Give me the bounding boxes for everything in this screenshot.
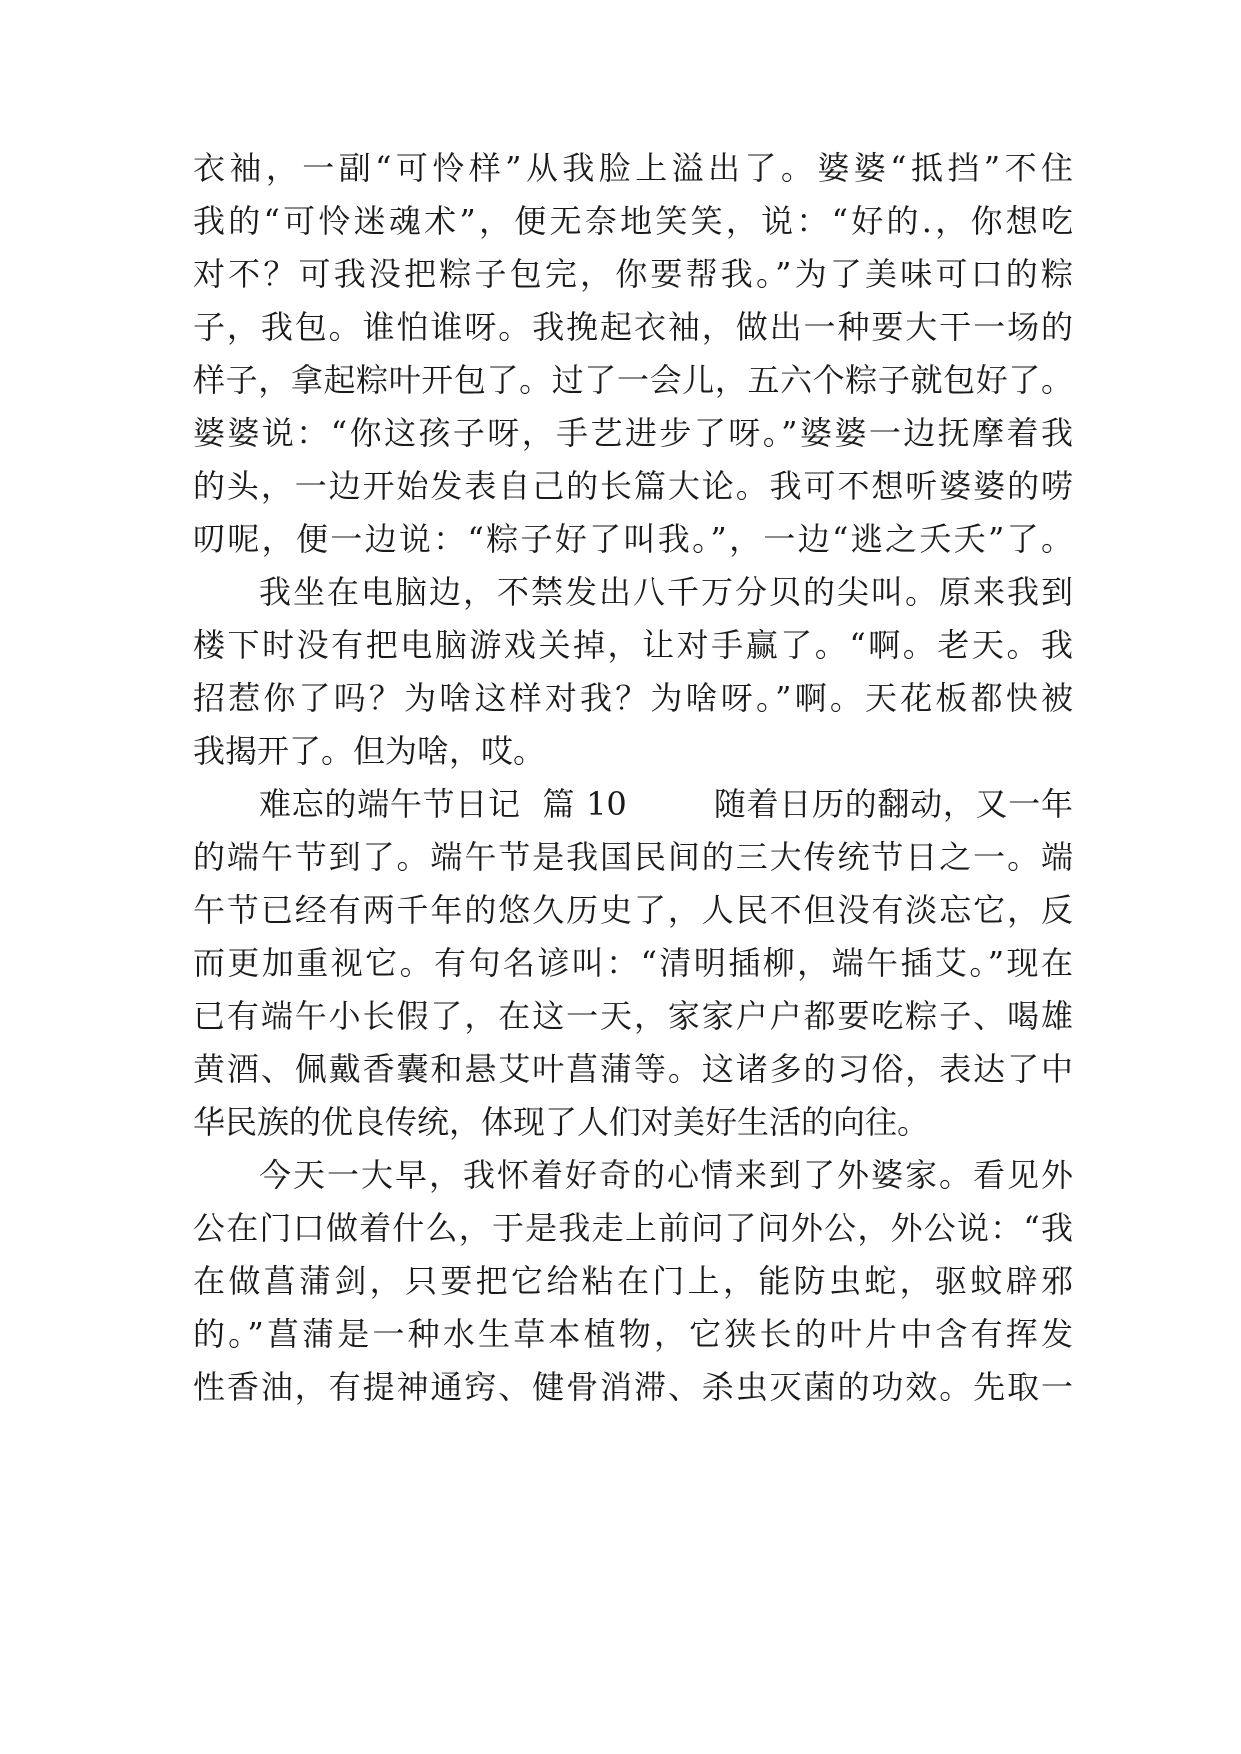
text-line: 公在门口做着什么，于是我走上前问了问外公，外公说：“我 xyxy=(193,1209,1073,1247)
text-line: 我的“可怜迷魂术”，便无奈地笑笑，说：“好的.，你想吃 xyxy=(193,202,1073,240)
text-line: 招惹你了吗？为啥这样对我？为啥呀。”啊。天花板都快被 xyxy=(193,679,1073,717)
text-line: 婆婆说：“你这孩子呀，手艺进步了呀。”婆婆一边抚摩着我 xyxy=(193,414,1073,452)
text-line: 已有端午小长假了，在这一天，家家户户都要吃粽子、喝雄 xyxy=(193,997,1073,1035)
text-line: 楼下时没有把电脑游戏关掉，让对手赢了。“啊。老天。我 xyxy=(193,626,1073,664)
text-line: 午节已经有两千年的悠久历史了，人民不但没有淡忘它，反 xyxy=(193,891,1073,929)
text-line: 的端午节到了。端午节是我国民间的三大传统节日之一。端 xyxy=(193,838,1073,876)
text-line: 子，我包。谁怕谁呀。我挽起衣袖，做出一种要大干一场的 xyxy=(193,308,1073,346)
text-line: 衣袖，一副“可怜样”从我脸上溢出了。婆婆“抵挡”不住 xyxy=(193,149,1073,187)
text-line: 的。”菖蒲是一种水生草本植物，它狭长的叶片中含有挥发 xyxy=(193,1315,1073,1353)
text-line: 黄酒、佩戴香囊和悬艾叶菖蒲等。这诸多的习俗，表达了中 xyxy=(193,1050,1073,1088)
text-line: 在做菖蒲剑，只要把它给粘在门上，能防虫蛇，驱蚊辟邪 xyxy=(193,1262,1073,1300)
text-line: 今天一大早，我怀着好奇的心情来到了外婆家。看见外 xyxy=(259,1156,1073,1194)
text-line: 样子，拿起粽叶开包了。过了一会儿，五六个粽子就包好了。 xyxy=(193,361,1073,399)
text-line: 性香油，有提神通窍、健骨消滞、杀虫灭菌的功效。先取一 xyxy=(193,1368,1073,1406)
text-line: 的头，一边开始发表自己的长篇大论。我可不想听婆婆的唠 xyxy=(193,467,1073,505)
text-line: 对不？可我没把粽子包完，你要帮我。”为了美味可口的粽 xyxy=(193,255,1073,293)
text-line: 而更加重视它。有句名谚叫：“清明插柳，端午插艾。”现在 xyxy=(193,944,1073,982)
text-line: 我揭开了。但为啥，哎。 xyxy=(193,732,546,770)
text-line: 叨呢，便一边说：“粽子好了叫我。”，一边“逃之夭夭”了。 xyxy=(193,520,1073,558)
text-line: 我坐在电脑边，不禁发出八千万分贝的尖叫。原来我到 xyxy=(259,573,1073,611)
text-line: 华民族的优良传统，体现了人们对美好生活的向往。 xyxy=(193,1103,930,1141)
section-heading-line: 难忘的端午节日记 篇 10 随着日历的翻动，又一年 xyxy=(259,785,1073,823)
